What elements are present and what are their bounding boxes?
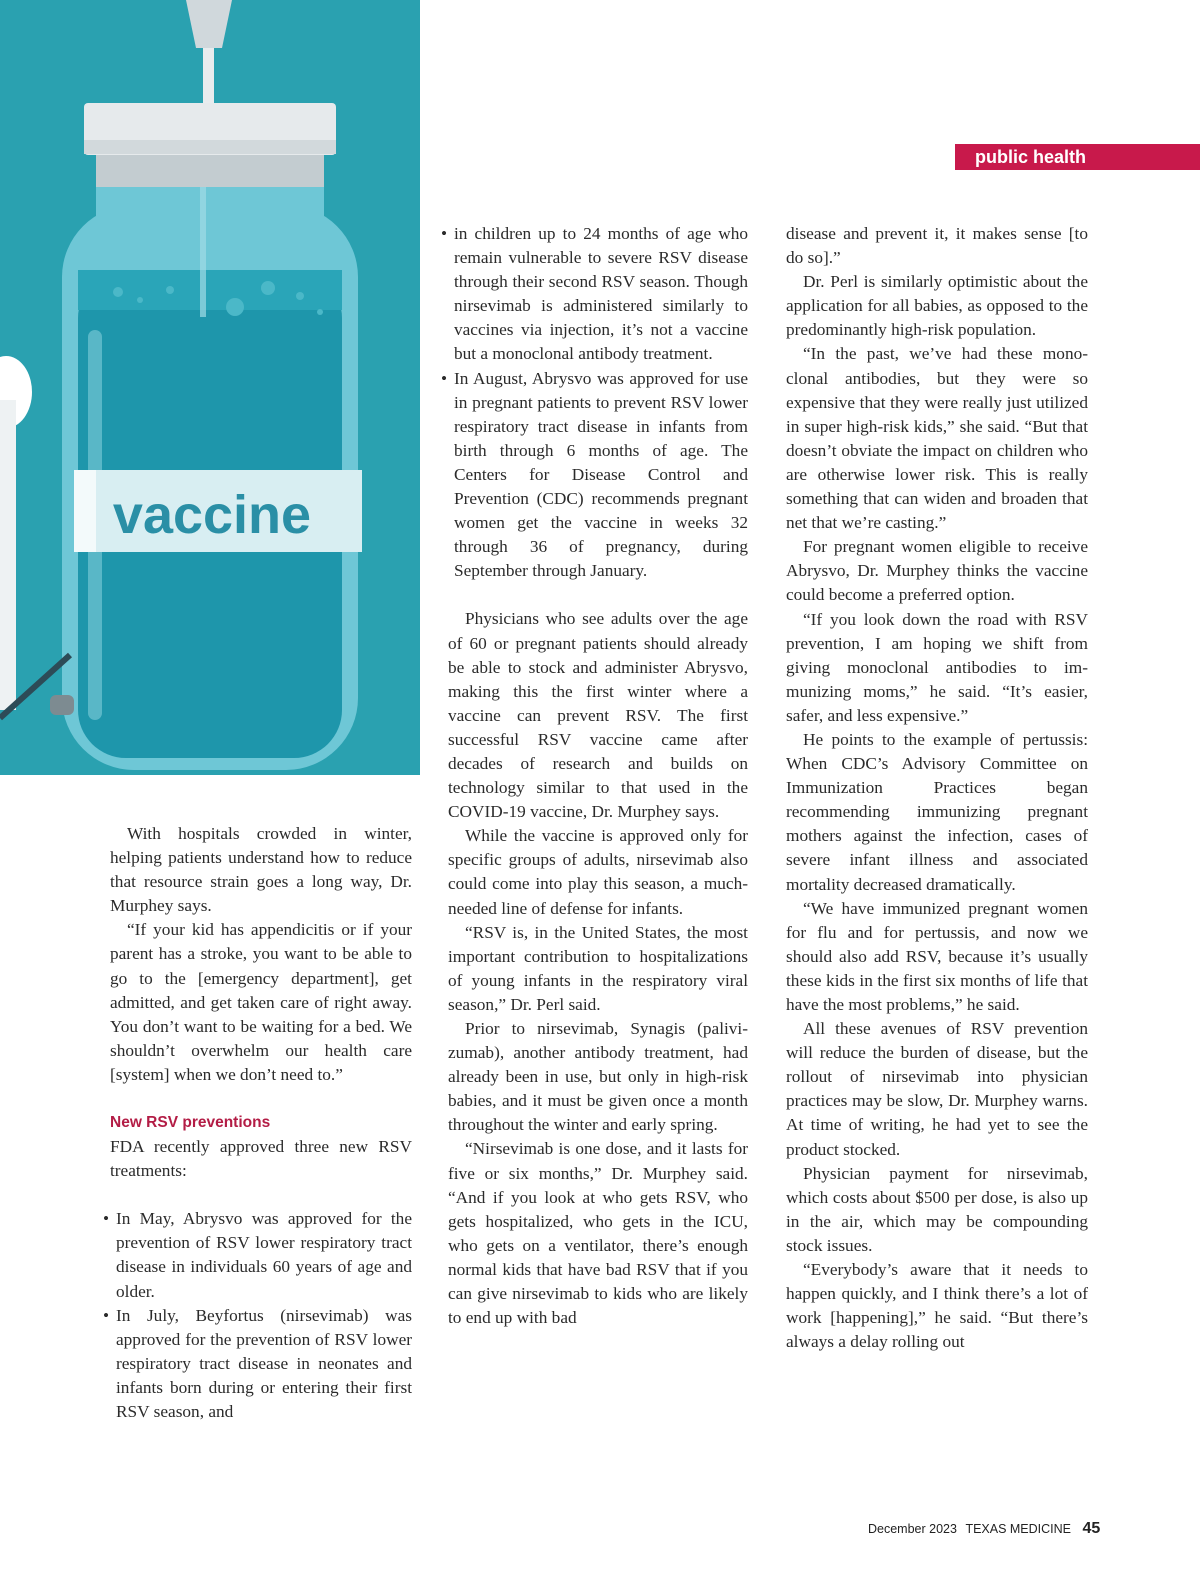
section-tag: public health <box>955 144 1200 170</box>
column-1 <box>110 822 412 1424</box>
paragraph: “Nirsevimab is one dose, and it lasts for five or six months,” Dr. Murphey said. “And if you look at who gets RSV, who gets hospitalized, who gets in the ICU, who gets on a ventilator, there’s enough normal kids that have bad RSV that if you can give nirsevimab to kids who are likely to end up with bad <box>448 1139 748 1328</box>
page-footer <box>868 1520 1100 1538</box>
paragraph: “In the past, we’ve had these monoclonal antibodies, but they were so expensive that they were really just utilized in super high-risk kids,” she said. “But that doesn’t obviate the impact on children who are otherwise lower risk. This is really something that can widen and broaden that net that we’re casting.” <box>786 344 1088 533</box>
paragraph: “RSV is, in the United States, the most important contribution to hospitalizations of young infants in the respiratory viral season,” Dr. Perl said. <box>448 922 748 1014</box>
bullet-list <box>110 1207 412 1424</box>
paragraph: All these avenues of RSV prevention will reduce the burden of disease, but the rollout of nirsevimab into physician practices may be slow, Dr. Murphey warns. At time of writing, he had yet to see the product stocked. <box>786 1019 1088 1159</box>
paragraph: He points to the example of pertussis: When CDC’s Advisory Committee on Immunization Practices began recommending immunizing pregnant mothers against the infection, cases of severe infant illness and associated mortality decreased dramatically. <box>786 729 1088 894</box>
paragraph: “If your kid has appendicitis or if your parent has a stroke, you want to be able to go to the [emergency department], get admitted, and get taken care of right away. You don’t want to be waiting for a bed. We shouldn’t overwhelm our health care [system] when we don’t need to.” <box>110 920 412 1084</box>
paragraph: With hospitals crowded in winter, helping patients understand how to reduce that resource strain goes a long way, Dr. Murphey says. <box>110 824 412 916</box>
list-item: • In August, Abrysvo was approved for use in pregnant patients to prevent RSV lower respiratory tract disease in infants from birth through 6 months of age. The Centers for Disease Control and Prevention (CDC) recommends pregnant women get the vaccine in weeks 32 through 36 of pregnancy, during September through January. <box>448 367 748 584</box>
vaccine-illustration <box>0 0 420 775</box>
bullet-list-continued <box>448 222 748 583</box>
paragraph: Dr. Perl is similarly optimistic about the application for all babies, as opposed to the predominantly high-risk population. <box>786 272 1088 340</box>
subheading: New RSV preventions <box>110 1114 271 1132</box>
paragraph: “If you look down the road with RSV prevention, I am hoping we shift from giving monoclonal antibodies to immunizing moms,” he said. “It’s easier, safer, and less expensive.” <box>786 609 1088 725</box>
vial-label-text: vaccine <box>112 485 312 545</box>
page-number: 45 <box>1082 1520 1101 1537</box>
column-3 <box>786 222 1088 1354</box>
paragraph: For pregnant women eligible to receive Abrysvo, Dr. Murphey thinks the vaccine could become a preferred option. <box>786 537 1088 605</box>
publication-name: TEXAS MEDICINE <box>965 1522 1072 1536</box>
paragraph: Physicians who see adults over the age of 60 or pregnant patients should already be able to stock and administer Abrysvo, making this the first winter where a vaccine can prevent RSV. The first successful RSV vaccine came after decades of research and builds on technology similar to that used in the COVID-19 vaccine, Dr. Murphey says. <box>448 609 748 822</box>
paragraph: While the vaccine is approved only for specific groups of adults, nirsevimab also could come into play this season, a much-needed line of defense for infants. <box>448 826 748 918</box>
issue-date: December 2023 <box>868 1522 957 1536</box>
paragraph: Physician payment for nirsevimab, which costs about $500 per dose, is also up in the air, which may be compounding stock issues. <box>786 1163 1088 1255</box>
list-item: • In July, Beyfortus (nirsevimab) was approved for the prevention of RSV lower respiratory tract disease in neonates and infants born during or entering their first RSV season, and <box>110 1304 412 1424</box>
column-2 <box>448 222 748 1330</box>
paragraph: “Everybody’s aware that it needs to happen quickly, and I think there’s a lot of work [happening],” he said. “But there’s always a delay rolling out <box>786 1260 1088 1352</box>
paragraph: Prior to nirsevimab, Synagis (palivizumab), another antibody treatment, had already been in use, but only in high-risk babies, and it must be given once a month throughout the winter and early spring. <box>448 1019 748 1135</box>
paragraph: disease and prevent it, it makes sense [to do so].” <box>786 224 1088 268</box>
paragraph: “We have immunized pregnant women for flu and for pertussis, and now we should also add RSV, because it’s usually these kids in the first six months of life that have the most problems,” he said. <box>786 898 1088 1014</box>
list-item-continued <box>448 222 748 367</box>
paragraph: FDA recently approved three new RSV treatments: <box>110 1137 412 1181</box>
continued-text: in children up to 24 months of age who remain vulnerable to severe RSV disease through their second RSV season. Though nirsevimab is administered similarly to vaccines via injection, it’s not a vaccine but a monoclonal antibody treatment. <box>454 224 748 364</box>
list-item: • In May, Abrysvo was approved for the prevention of RSV lower respiratory tract disease in individuals 60 years of age and older. <box>110 1207 412 1303</box>
